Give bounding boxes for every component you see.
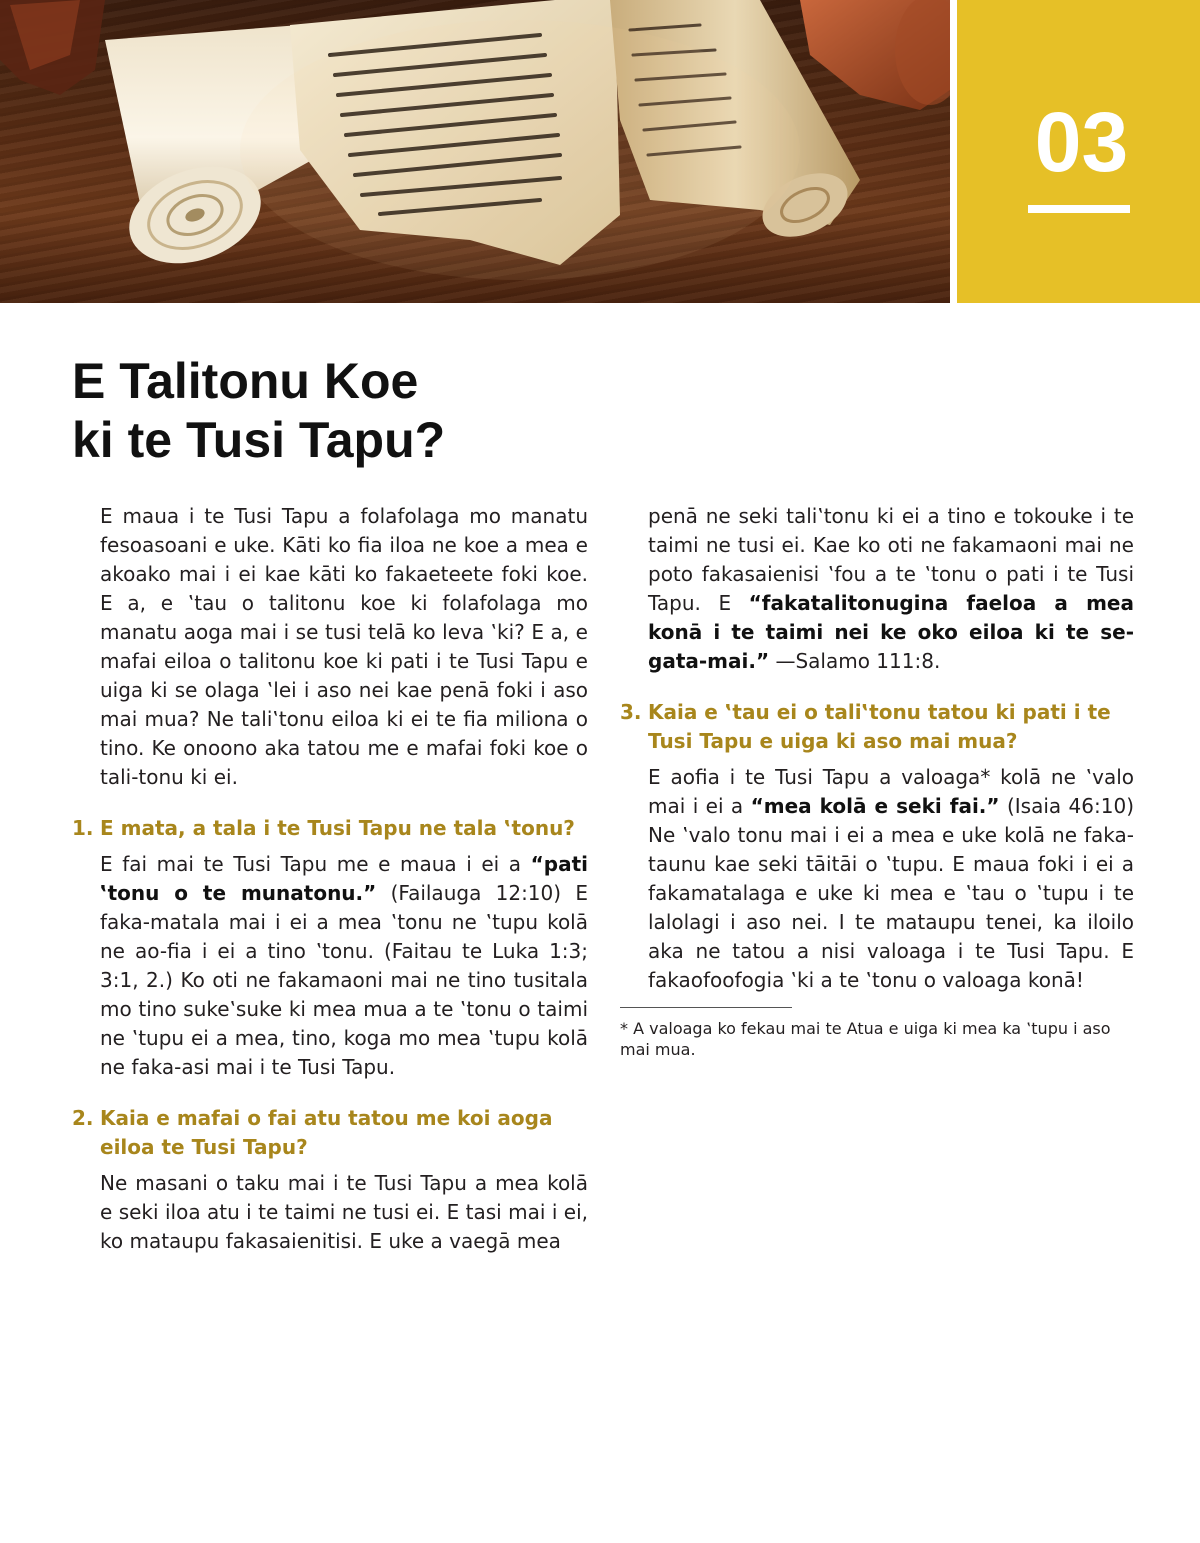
right-column: [620, 502, 1134, 1060]
answer-2-citation: —Salamo 111:8.: [769, 649, 941, 673]
answer-3-text-mid: kolā ne ‛valo mai i ei a: [648, 765, 1135, 818]
answer-3-paragraph: [620, 763, 1134, 995]
question-3-text: Kaia e ‛tau ei o tali‛tonu tatou ki pati i te Tusi Tapu e uiga ki aso mai mua?: [648, 700, 1111, 753]
scroll-illustration: [0, 0, 950, 303]
question-1: [72, 814, 588, 843]
answer-1-paragraph: [72, 850, 588, 1082]
question-3: [620, 698, 1134, 756]
page-title-line-1: E Talitonu Koe: [72, 353, 419, 409]
answer-2-text-start: penā ne seki tali‛tonu ki ei a tino e tokouke i te taimi ne tusi ei. Kae ko oti ne fakamaoni mai ne poto fakasaienisi ‛fou a te ‛tonu o pati i te Tusi Tapu. E: [648, 504, 1134, 615]
footnote-divider: [620, 1007, 792, 1008]
footnote: * A valoaga ko fekau mai te Atua e uiga ki mea ka ‛tupu i aso mai mua.: [620, 1019, 1111, 1059]
answer-1-text-end: (Failauga 12:10) E faka-matala mai i ei a mea ‛tonu ne ‛tupu kolā ne ao-fia i ei a tino ‛tonu. (Faitau te Luka 1:3; 3:1, 2.) Ko oti ne fakamaoni mai ne tino tusitala mo tino suke‛suke ki mea mua a te ‛tonu o taimi ne ‛tupu ei a mea, tino, koga mo mea ‛tupu kolā ne faka-asi mai i te Tusi Tapu.: [100, 881, 588, 1079]
footnote-marker[interactable]: *: [980, 765, 991, 789]
page-title: [72, 352, 445, 470]
answer-2-paragraph-part-1: Ne masani o taku mai i te Tusi Tapu a mea kolā e seki iloa atu i te taimi ne tusi ei. E tasi mai i ei, ko mataupu fakasaienitisi. E uke a vaegā mea: [100, 1171, 588, 1253]
answer-3-text-end: (Isaia 46:10) Ne ‛valo tonu mai i ei a mea e uke kolā ne faka-taunu kae seki tāitāi o ‛tupu. E maua foki i ei a fakamatalaga e uke ki mea e ‛tau o ‛tupu i te lalolagi i aso nei. I te mataupu tenei, ka iloilo aka ne tatou a nisi valoaga i te Tusi Tapu. E fakaofoofogia ‛ki a te ‛tonu o valoaga konā!: [648, 794, 1134, 992]
question-2: [72, 1104, 588, 1162]
question-3-number: 3.: [620, 700, 642, 724]
answer-1-quote: “pati ‛tonu o te munatonu.”: [100, 852, 588, 905]
lesson-number: 03: [1034, 95, 1129, 189]
question-1-text: E mata, a tala i te Tusi Tapu ne tala ‛tonu?: [100, 816, 575, 840]
hero-image: [0, 0, 950, 303]
answer-2-paragraph-part-2: [620, 502, 1134, 676]
lesson-number-box: [957, 0, 1200, 303]
answer-3-quote: “mea kolā e seki fai.”: [750, 794, 1000, 818]
answer-1-text-start: E fai mai te Tusi Tapu me e maua i ei a: [100, 852, 531, 876]
lesson-number-underline: [1028, 205, 1130, 213]
answer-2-quote: “fakatalitonugina faeloa a mea konā i te taimi nei ke oko eiloa ki te se-gata-mai.”: [648, 591, 1134, 673]
question-2-number: 2.: [72, 1106, 94, 1130]
answer-3-text-start: E aofia i te Tusi Tapu a valoaga: [648, 765, 981, 789]
left-column: [72, 502, 588, 1256]
intro-paragraph: E maua i te Tusi Tapu a folafolaga mo manatu fesoasoani e uke. Kāti ko fia iloa ne koe a mea e akoako mai i ei kae kāti ko fakaeteete foki koe. E a, e ‛tau o talitonu koe ki folafolaga mo manatu aoga mai i se tusi telā ko leva ‛ki? E a, e mafai eiloa o talitonu koe ki pati i te Tusi Tapu e uiga ki se olaga ‛lei i aso nei kae penā foki i aso mai mua? Ne tali‛tonu eiloa ki ei te fia miliona o tino. Ke onoono aka tatou me e mafai foki koe o tali-tonu ki ei.: [100, 504, 588, 789]
page-title-line-2: ki te Tusi Tapu?: [72, 412, 446, 468]
question-1-number: 1.: [72, 816, 94, 840]
question-2-text: Kaia e mafai o fai atu tatou me koi aoga eiloa te Tusi Tapu?: [100, 1106, 553, 1159]
